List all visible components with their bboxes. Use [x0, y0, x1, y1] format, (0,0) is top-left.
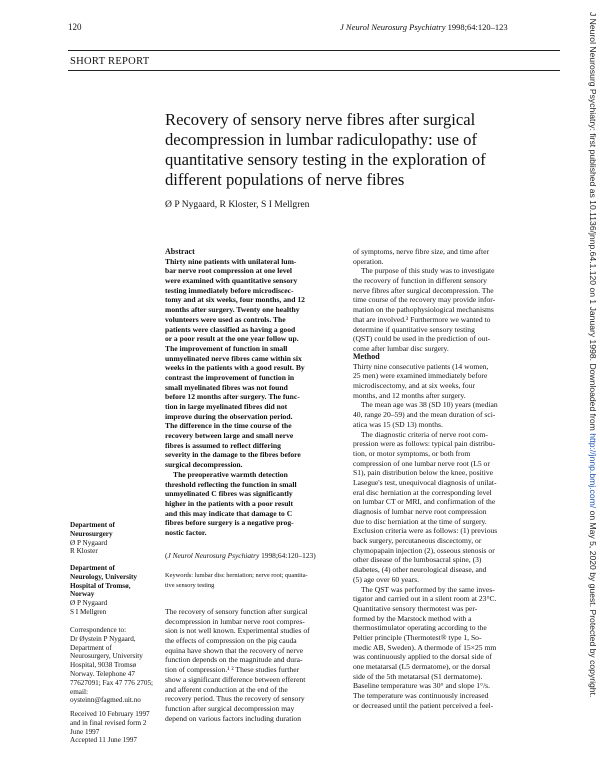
abstract-line: or a poor result at the one year follow up.	[165, 334, 299, 344]
method-line: tigator and carried out in a silent room at 23°C.	[353, 594, 497, 604]
method-line: atica was 15 (SD 13) months.	[353, 419, 443, 429]
page-number: 120	[68, 22, 82, 32]
abstract-line: tomy and at six weeks, four months, and 12	[165, 295, 305, 305]
abstract-line: testing immediately before microdiscec-	[165, 285, 294, 295]
affil-line: Department of	[70, 564, 115, 572]
title-line: Recovery of sensory nerve fibres after surgical	[165, 110, 476, 129]
method-heading: Method	[353, 352, 380, 361]
corr-line: Hospital, 9038 Tromsø	[70, 661, 137, 670]
corr-email: oysteinn@fagmed.uit.no	[70, 696, 141, 705]
method-line: Lasegue's test, unequivocal diagnosis of unilat-	[353, 477, 497, 487]
received-line: Accepted 11 June 1997	[70, 736, 137, 745]
right-column	[353, 247, 558, 354]
method-line: thermostimulator operating according to the	[353, 623, 487, 633]
abstract-line: The improvement of function in small	[165, 343, 288, 353]
intro-line: depend on various factors including duration	[165, 713, 302, 723]
method-line: pression were as follows: typical pain distribu-	[353, 439, 496, 449]
method-line: Exclusion criteria were as follows: (1) previous	[353, 526, 498, 536]
method-line: chymopapain injection (2), osseous stenosis or	[353, 545, 495, 555]
intro-line: show a significant difference between efferent	[165, 674, 306, 684]
abstract-line: contrast the improvement of function in	[165, 372, 295, 382]
body-line: time course of the recovery may provide infor-	[353, 295, 496, 305]
intro-line: function depends on the magnitude and dura-	[165, 655, 303, 665]
abstract-para-2	[165, 470, 345, 538]
body-line: determine if quantitative sensory testing	[353, 324, 475, 334]
abstract-line: bar nerve root compression at one level	[165, 266, 292, 276]
body-line: nerve fibres after surgical decompression. The	[353, 285, 494, 295]
abstract-line: unmyelinated nerve fibres came within six	[165, 353, 302, 363]
method-line: one metatarsal (L5 dermatome), or the dorsal	[353, 662, 491, 671]
received-line: June 1997	[70, 727, 100, 736]
method-line: The mean age was 38 (SD 10) years (median	[361, 400, 498, 410]
received-line: Received 10 February 1997	[70, 710, 150, 718]
method-line: 40, range 20–59) and the mean duration of sci-	[353, 410, 496, 420]
abstract-line: nostic factor.	[165, 527, 207, 537]
method-line: was continuously applied to the dorsal side of	[353, 652, 492, 662]
intro-line: sion is not well known. Experimental studies of	[165, 626, 310, 636]
introduction-left	[165, 607, 345, 723]
citation-open: (	[165, 551, 168, 560]
affil-person: Ø P Nygaard	[70, 538, 108, 547]
abstract-line: The difference in the time course of the	[165, 421, 292, 431]
method-line: compression of one lumbar nerve root (L5 or	[353, 458, 490, 468]
body-line: of symptoms, nerve fibre size, and time after	[353, 247, 490, 256]
abstract-line: volunteers were used as controls. The	[165, 314, 286, 324]
title-line: quantitative sensory testing in the exploration of	[165, 150, 486, 169]
affil-line: Neurosurgery	[70, 529, 113, 538]
abstract-line: Thirty nine patients with unilateral lum-	[165, 256, 297, 266]
affil-line: Norway	[70, 590, 95, 599]
method-line: side of the 5th metatarsal (S1 dermatome).	[353, 671, 483, 681]
body-line: The purpose of this study was to investigate	[361, 266, 495, 276]
corr-line: Department of	[70, 643, 112, 652]
method-line: The QST was performed by the same inves-	[361, 584, 495, 594]
sidebar-link[interactable]: http://jnnp.bmj.com/	[588, 433, 598, 509]
authors: Ø P Nygaard, R Kloster, S I Mellgren	[165, 199, 310, 210]
abstract-line: patients were classified as having a good	[165, 324, 296, 334]
affil-line: Hospital of Tromsø,	[70, 581, 131, 590]
intro-line: decompression in lumbar nerve root compres-	[165, 616, 305, 626]
body-line: (QST) could be used in the prediction of out-	[353, 334, 491, 344]
citation-ref: 1998;64:120–123)	[259, 551, 316, 560]
affil-person: S I Mellgren	[70, 607, 107, 616]
abstract-line: months after surgery. Twenty one healthy	[165, 305, 300, 315]
intro-line: The recovery of sensory function after surgical	[165, 607, 308, 616]
abstract-line: improve during the observation period.	[165, 411, 293, 421]
abstract-line: threshold reflecting the function in small	[165, 479, 297, 489]
header-rule	[68, 50, 560, 51]
method-line: months, and 12 months after surgery.	[353, 390, 466, 400]
method-line: medic AB, Sweden). A thermode of 15×25 mm	[353, 642, 497, 652]
abstract-line: The preoperative warmth detection	[173, 469, 288, 479]
abstract-line: fibres is assumed to reflect differing	[165, 440, 281, 450]
abstract-line: unmyelinated C fibres was significantly	[165, 489, 293, 499]
keywords	[165, 572, 308, 591]
corr-line: Norway. Telephone 47	[70, 669, 135, 678]
method-line: 25 men) were examined immediately before	[353, 371, 488, 381]
method-line: S1), pain distribution below the knee, positive	[353, 468, 494, 478]
abstract-line: recovery between large and small nerve	[165, 431, 294, 441]
body-line: operation.	[353, 256, 384, 266]
abstract-line: fibres before surgery is a negative prog-	[165, 518, 294, 528]
section-label: SHORT REPORT	[70, 56, 150, 67]
abstract-line: weeks in the patients with a good result. By	[165, 363, 305, 373]
corr-line: Dr Øystein P Nygaard,	[70, 634, 136, 643]
journal-volume: 1998;64:120–123	[447, 22, 508, 32]
intro-line: and afferent conduction at the end of the	[165, 684, 288, 694]
method-line: microdiscectomy, and at six weeks, four	[353, 381, 476, 391]
title-line: different populations of nerve fibres	[165, 170, 405, 189]
section-rule	[68, 70, 560, 71]
body-line: mation on the pathophysiological mechanisms	[353, 305, 494, 315]
received-line: and in final revised form 2	[70, 718, 147, 727]
method-line: Quantitative sensory thermotest was per-	[353, 603, 478, 613]
intro-line: tion of compression.¹ ² These studies further	[165, 665, 300, 675]
affil-person: R Kloster	[70, 547, 98, 556]
intro-line: equina have shown that the recovery of nerve	[165, 645, 304, 655]
abstract-line: small myelinated fibres was not found	[165, 382, 288, 392]
method-line: diagnosis of lumbar nerve root compression	[353, 507, 487, 516]
citation-journal: J Neurol Neurosurg Psychiatry	[167, 551, 260, 560]
corr-line: Neurosurgery, University	[70, 652, 143, 661]
abstract-heading: Abstract	[165, 247, 195, 256]
method-line: Thirty nine consecutive patients (14 women,	[353, 361, 489, 371]
method-line: diabetes, (4) other neurological disease, and	[353, 565, 487, 575]
method-line: (5) age over 60 years.	[353, 574, 419, 584]
method-line: eral disc herniation at the corresponding level	[353, 487, 492, 497]
method-line: formed by the Marstock method with a	[353, 613, 472, 623]
body-line: that are involved.³ Furthermore we wanted to	[353, 314, 491, 324]
affiliation-dept-2	[70, 564, 137, 617]
intro-line: recovery period. Thus the recovery of sensory	[165, 694, 305, 704]
article-title	[165, 110, 535, 190]
title-line: decompression in lumbar radiculopathy: use of	[165, 130, 477, 149]
citation	[165, 551, 316, 560]
method-line: or decreased until the patient perceived a feel-	[353, 700, 494, 710]
method-line: back surgery, percutaneous discectomy, or	[353, 536, 482, 546]
method-line: The temperature was continuously increased	[353, 691, 489, 701]
method-line: Peltier principle (Thermotest® type 1, So-	[353, 632, 482, 642]
keywords-line: tive sensory testing	[165, 581, 215, 589]
received-dates	[70, 710, 150, 745]
abstract-column	[165, 247, 345, 538]
method-line: on lumbar CT or MRI, and confirmation of the	[353, 497, 496, 507]
corr-line: 77627091; Fax 47 776 2705;	[70, 678, 154, 687]
method-line: due to disc herniation at the time of surgery.	[353, 516, 487, 526]
correspondence	[70, 626, 153, 705]
method-section	[353, 352, 558, 710]
body-line: come after lumbar disc surgery.	[353, 343, 449, 353]
abstract-line: before 12 months after surgery. The func-	[165, 392, 300, 402]
method-line: tion, or motor symptoms, or both from	[353, 448, 471, 458]
abstract-line: higher in the patients with a poor result	[165, 498, 294, 508]
keywords-line: Keywords: lumbar disc herniation; nerve root; quantita-	[165, 572, 308, 579]
corr-line: email:	[70, 687, 88, 696]
affil-line: Neurology, University	[70, 572, 137, 581]
method-line: Baseline temperature was 30° and slope 1°/s.	[353, 681, 491, 691]
intro-line: the effects of compression on the pig cauda	[165, 636, 297, 646]
journal-header	[340, 22, 508, 32]
sidebar-text-after: on May 5, 2020 by guest. Protected by copyright.	[588, 508, 598, 698]
abstract-line: and this may indicate that damage to C	[165, 508, 293, 518]
affil-person: Ø P Nygaard	[70, 599, 108, 608]
affiliation-dept-1	[70, 521, 115, 556]
intro-line: function after surgical decompression may	[165, 703, 295, 713]
abstract-line: surgical decompression.	[165, 460, 243, 470]
abstract-line: tion in large myelinated fibres did not	[165, 402, 288, 411]
sidebar-text-before: J Neurol Neurosurg Psychiatry: first published as 10.1136/jnnp.64.1.120 on 1 January 1998. Downloaded from	[588, 12, 598, 434]
method-line: other disease of the lumbosacral spine, (3)	[353, 555, 482, 565]
abstract-line: were examined with quantitative sensory	[165, 276, 298, 286]
method-line: The diagnostic criteria of nerve root com-	[361, 429, 488, 439]
corr-line: Correspondence to:	[70, 626, 127, 634]
abstract-line: severity in the damage to the fibres before	[165, 450, 301, 460]
body-line: the recovery of function in different sensory	[353, 276, 487, 286]
abstract-para-1	[165, 257, 345, 470]
copyright-sidebar	[586, 12, 598, 764]
journal-name: J Neurol Neurosurg Psychiatry	[340, 22, 446, 32]
affil-line: Department of	[70, 521, 115, 529]
